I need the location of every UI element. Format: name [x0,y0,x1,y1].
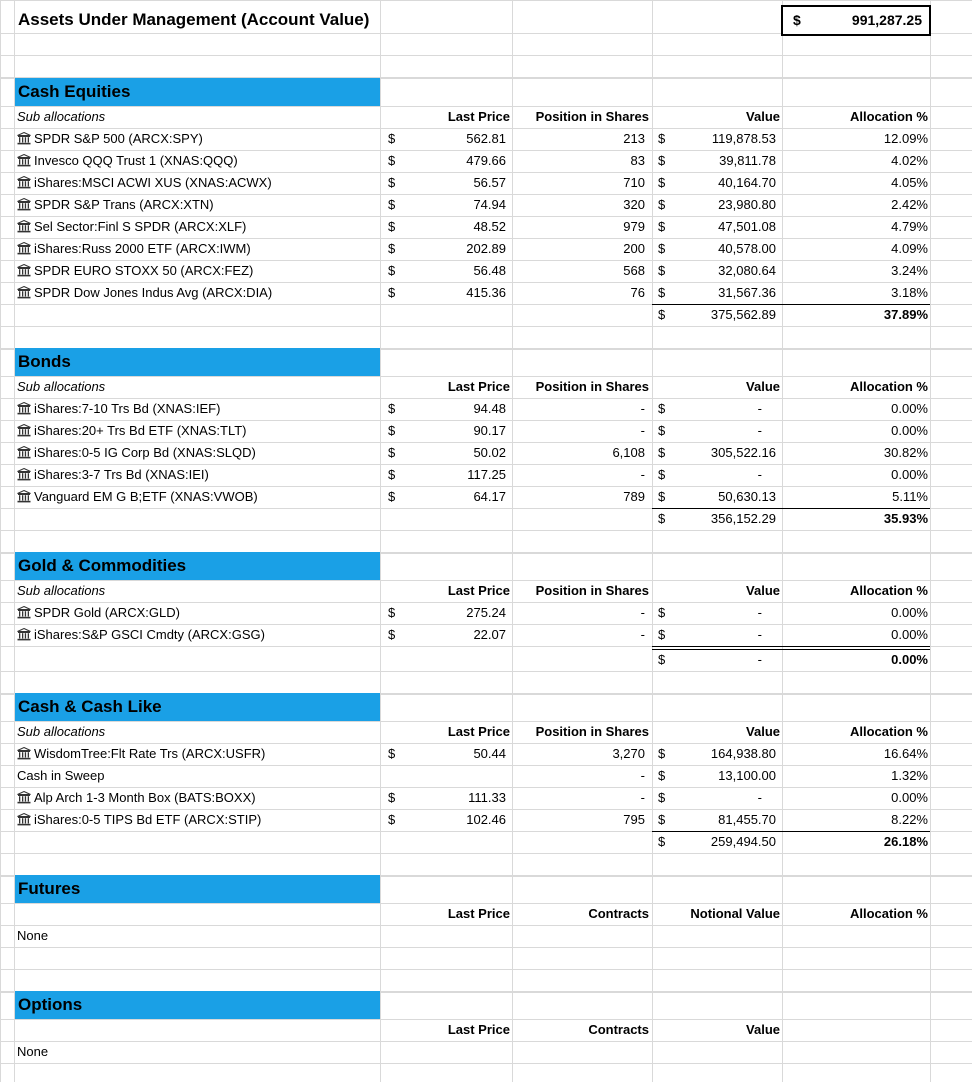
section-total-value[interactable]: - [757,652,762,667]
allocation-pct[interactable]: 4.09% [891,241,928,256]
value-currency: $ [658,241,666,256]
section-total-value[interactable]: 375,562.89 [710,307,776,322]
bank-icon [17,424,31,437]
holding-name[interactable] [17,420,377,442]
last-price[interactable]: 48.52 [473,219,506,234]
price-currency: $ [388,467,396,482]
holding-name[interactable] [17,442,377,464]
value-currency: $ [658,768,666,783]
position-shares[interactable]: - [640,467,645,482]
value-currency: $ [658,467,666,482]
price-currency: $ [388,401,396,416]
allocation-pct[interactable]: 0.00% [891,423,928,438]
column-header-allocation: Allocation % [849,379,928,394]
position-shares[interactable]: 6,108 [612,445,645,460]
holding-name[interactable] [17,743,377,765]
value-currency: $ [658,605,666,620]
column-header-allocation: Allocation % [849,109,928,124]
price-currency: $ [388,197,396,212]
column-header-last-price: Last Price [447,379,510,394]
account-total-cell[interactable] [781,5,931,36]
total-currency: $ [658,307,666,322]
section-title: Bonds [18,352,71,371]
holding-name[interactable] [17,194,377,216]
price-currency: $ [388,746,396,761]
price-currency: $ [388,131,396,146]
holding-value[interactable]: 13,100.00 [718,768,776,783]
column-header-position: Position in Shares [535,379,649,394]
holding-name[interactable] [17,464,377,486]
value-dash[interactable]: - [757,467,762,482]
value-currency: $ [658,197,666,212]
last-price[interactable]: 74.94 [473,197,506,212]
page-title: Assets Under Management (Account Value) [18,10,370,29]
price-currency: $ [388,175,396,190]
holding-name[interactable] [17,624,377,646]
holding-name-text: iShares:3-7 Trs Bd (XNAS:IEI) [34,467,209,482]
value-currency: $ [658,489,666,504]
sub-allocations-label: Sub allocations [17,379,106,394]
column-header-allocation: Allocation % [849,906,928,921]
last-price[interactable]: 479.66 [466,153,506,168]
holding-value[interactable]: 32,080.64 [718,263,776,278]
column-header-position: Contracts [588,1022,649,1037]
holding-name[interactable] [17,602,377,624]
bank-icon [17,446,31,459]
value-dash[interactable]: - [757,627,762,642]
holding-value[interactable]: 23,980.80 [718,197,776,212]
value-currency: $ [658,423,666,438]
total-currency: $ [793,12,801,28]
column-header-last-price: Last Price [447,906,510,921]
holding-value[interactable]: 81,455.70 [718,812,776,827]
allocation-pct[interactable]: 0.00% [891,790,928,805]
last-price[interactable]: 202.89 [466,241,506,256]
column-header-position: Position in Shares [535,583,649,598]
value-currency: $ [658,401,666,416]
holding-name[interactable] [17,216,377,238]
column-header-value: Value [746,583,780,598]
holding-name-text: SPDR S&P Trans (ARCX:XTN) [34,197,214,212]
value-currency: $ [658,285,666,300]
value-currency: $ [658,219,666,234]
holding-name-text: iShares:MSCI ACWI XUS (XNAS:ACWX) [34,175,272,190]
last-price[interactable]: 111.33 [468,790,506,805]
bank-icon [17,468,31,481]
section-total-allocation[interactable]: 37.89% [883,307,928,322]
value-currency: $ [658,790,666,805]
column-header-position: Contracts [588,906,649,921]
allocation-pct[interactable]: 5.11% [892,489,928,504]
allocation-pct[interactable]: 30.82% [883,445,928,460]
allocation-pct[interactable]: 3.18% [891,285,928,300]
holding-value[interactable]: 50,630.13 [718,489,776,504]
holding-name-text: iShares:0-5 TIPS Bd ETF (ARCX:STIP) [34,812,262,827]
holding-name[interactable] [17,486,377,508]
allocation-pct[interactable]: 3.24% [891,263,928,278]
position-shares[interactable]: 710 [623,175,645,190]
value-currency: $ [658,153,666,168]
allocation-pct[interactable]: 0.00% [891,467,928,482]
section-total-value[interactable]: 259,494.50 [710,834,776,849]
position-shares[interactable]: 789 [623,489,645,504]
position-shares[interactable]: - [640,605,645,620]
last-price[interactable]: 56.48 [473,263,506,278]
value-dash[interactable]: - [757,423,762,438]
column-header-last-price: Last Price [447,109,510,124]
column-header-value: Value [746,1022,780,1037]
holding-name[interactable] [17,260,377,282]
holding-name-text: WisdomTree:Flt Rate Trs (ARCX:USFR) [34,746,266,761]
total-currency: $ [658,834,666,849]
price-currency: $ [388,790,396,805]
holding-name[interactable] [17,398,377,420]
value-currency: $ [658,445,666,460]
allocation-pct[interactable]: 1.32% [891,768,928,783]
bank-icon [17,264,31,277]
position-shares[interactable]: - [640,768,645,783]
value-currency: $ [658,175,666,190]
position-shares[interactable]: - [640,423,645,438]
holding-name-text: SPDR Dow Jones Indus Avg (ARCX:DIA) [34,285,273,300]
section-title: Options [18,995,83,1014]
value-currency: $ [658,263,666,278]
holding-name-text: SPDR S&P 500 (ARCX:SPY) [34,131,203,146]
bank-icon [17,402,31,415]
last-price[interactable]: 102.46 [466,812,506,827]
position-shares[interactable]: - [640,401,645,416]
position-shares[interactable]: 568 [623,263,645,278]
bank-icon [17,198,31,211]
bank-icon [17,490,31,503]
holding-name-text: Cash in Sweep [17,768,105,783]
value-currency: $ [658,812,666,827]
price-currency: $ [388,627,396,642]
total-currency: $ [658,652,666,667]
section-title: Futures [18,879,81,898]
bank-icon [17,242,31,255]
position-shares[interactable]: 795 [623,812,645,827]
position-shares[interactable]: 979 [623,219,645,234]
value-dash[interactable]: - [757,605,762,620]
price-currency: $ [388,445,396,460]
bank-icon [17,132,31,145]
holding-name[interactable] [17,765,377,787]
position-shares[interactable]: 320 [623,197,645,212]
none-label: None [17,928,49,943]
column-header-last-price: Last Price [447,583,510,598]
bank-icon [17,220,31,233]
position-shares[interactable]: - [640,790,645,805]
total-currency: $ [658,511,666,526]
holding-name-text: SPDR EURO STOXX 50 (ARCX:FEZ) [34,263,254,278]
holding-name[interactable] [17,809,377,831]
column-header-value: Value [746,379,780,394]
allocation-pct[interactable]: 8.22% [891,812,928,827]
holding-name-text: iShares:0-5 IG Corp Bd (XNAS:SLQD) [34,445,256,460]
holding-value[interactable]: 305,522.16 [710,445,776,460]
value-dash[interactable]: - [757,401,762,416]
value-dash[interactable]: - [757,790,762,805]
last-price[interactable]: 22.07 [473,627,506,642]
holding-name-text: Invesco QQQ Trust 1 (XNAS:QQQ) [34,153,238,168]
allocation-pct[interactable]: 0.00% [891,627,928,642]
allocation-pct[interactable]: 4.02% [891,153,928,168]
allocation-pct[interactable]: 0.00% [891,401,928,416]
price-currency: $ [388,153,396,168]
holding-name-text: Alp Arch 1-3 Month Box (BATS:BOXX) [34,790,256,805]
position-shares[interactable]: 3,270 [612,746,645,761]
section-title: Cash & Cash Like [18,697,162,716]
value-currency: $ [658,131,666,146]
holding-value[interactable]: 40,164.70 [718,175,776,190]
holding-name-text: iShares:20+ Trs Bd ETF (XNAS:TLT) [34,423,247,438]
column-header-value: Notional Value [690,906,780,921]
column-header-last-price: Last Price [447,1022,510,1037]
holding-value[interactable]: 39,811.78 [719,153,776,168]
price-currency: $ [388,489,396,504]
column-header-allocation: Allocation % [849,583,928,598]
position-shares[interactable]: 76 [630,285,645,300]
holding-name-text: iShares:S&P GSCI Cmdty (ARCX:GSG) [34,627,265,642]
position-shares[interactable]: 213 [623,131,645,146]
holding-value[interactable]: 119,878.53 [711,131,776,146]
allocation-pct[interactable]: 2.42% [891,197,928,212]
value-currency: $ [658,627,666,642]
holding-value[interactable]: 47,501.08 [718,219,776,234]
section-title: Gold & Commodities [18,556,187,575]
position-shares[interactable]: - [640,627,645,642]
price-currency: $ [388,423,396,438]
price-currency: $ [388,241,396,256]
none-label: None [17,1044,49,1059]
last-price[interactable]: 50.44 [473,746,506,761]
position-shares[interactable]: 200 [623,241,645,256]
bank-icon [17,747,31,760]
holding-name[interactable] [17,128,377,150]
holding-value[interactable]: 31,567.36 [718,285,776,300]
last-price[interactable]: 117.25 [467,467,506,482]
holding-name-text: Sel Sector:Finl S SPDR (ARCX:XLF) [34,219,247,234]
holding-name[interactable] [17,150,377,172]
price-currency: $ [388,219,396,234]
column-header-value: Value [746,724,780,739]
allocation-pct[interactable]: 4.79% [891,219,928,234]
column-header-value: Value [746,109,780,124]
bank-icon [17,154,31,167]
section-title: Cash Equities [18,82,131,101]
bank-icon [17,606,31,619]
bank-icon [17,813,31,826]
allocation-pct[interactable]: 4.05% [891,175,928,190]
holding-name[interactable] [17,238,377,260]
column-header-last-price: Last Price [447,724,510,739]
last-price[interactable]: 94.48 [473,401,506,416]
last-price[interactable]: 275.24 [466,605,506,620]
last-price[interactable]: 562.81 [466,131,506,146]
gold-subtotal-underline [652,646,930,647]
holding-name-text: iShares:Russ 2000 ETF (ARCX:IWM) [34,241,251,256]
holding-value[interactable]: 40,578.00 [718,241,776,256]
sub-allocations-label: Sub allocations [17,583,106,598]
holding-value[interactable]: 164,938.80 [710,746,776,761]
holding-name-text: SPDR Gold (ARCX:GLD) [34,605,180,620]
holding-name[interactable] [17,787,377,809]
allocation-pct[interactable]: 0.00% [891,605,928,620]
last-price[interactable]: 90.17 [473,423,506,438]
total-value: 991,287.25 [851,12,922,28]
position-shares[interactable]: 83 [630,153,645,168]
price-currency: $ [388,263,396,278]
bank-icon [17,286,31,299]
last-price[interactable]: 56.57 [473,175,506,190]
value-currency: $ [658,746,666,761]
holding-name-text: iShares:7-10 Trs Bd (XNAS:IEF) [34,401,221,416]
section-total-allocation[interactable]: 26.18% [883,834,928,849]
column-header-position: Position in Shares [535,724,649,739]
holding-name[interactable] [17,282,377,304]
price-currency: $ [388,812,396,827]
section-total-allocation[interactable]: 0.00% [891,652,928,667]
allocation-pct[interactable]: 16.64% [883,746,928,761]
bank-icon [17,791,31,804]
last-price[interactable]: 64.17 [473,489,506,504]
column-header-allocation: Allocation % [849,724,928,739]
allocation-pct[interactable]: 12.09% [883,131,928,146]
holding-name-text: Vanguard EM G B;ETF (XNAS:VWOB) [34,489,258,504]
price-currency: $ [388,605,396,620]
column-header-position: Position in Shares [535,109,649,124]
bank-icon [17,628,31,641]
last-price[interactable]: 50.02 [473,445,506,460]
holding-name[interactable] [17,172,377,194]
sub-allocations-label: Sub allocations [17,724,106,739]
section-total-value[interactable]: 356,152.29 [710,511,776,526]
section-total-allocation[interactable]: 35.93% [883,511,928,526]
bank-icon [17,176,31,189]
last-price[interactable]: 415.36 [466,285,506,300]
price-currency: $ [388,285,396,300]
sub-allocations-label: Sub allocations [17,109,106,124]
